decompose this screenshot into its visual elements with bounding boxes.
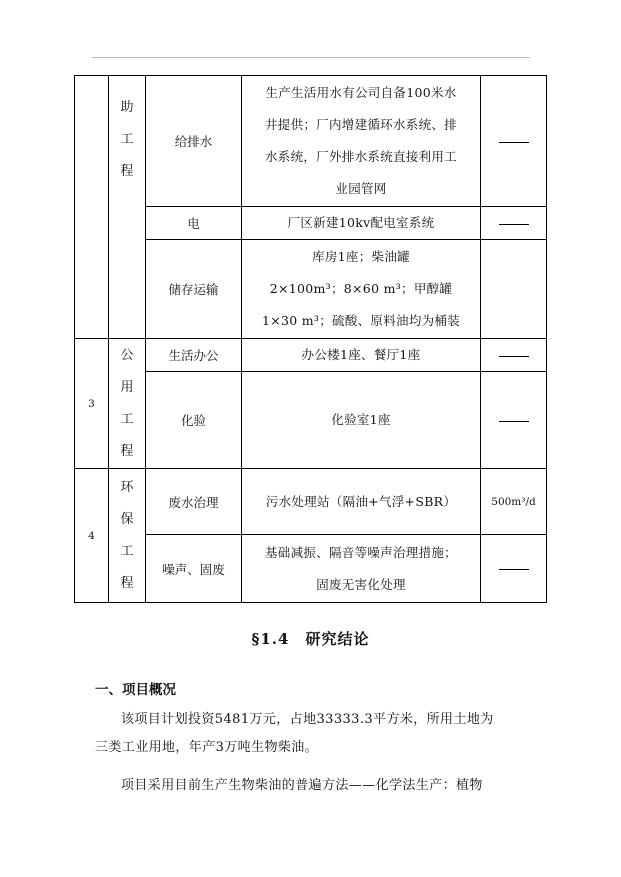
subsection-title: 一、项目概况 — [95, 682, 176, 698]
dash-mark — [499, 224, 529, 225]
description-line: 生产生活用水有公司自备100米水 — [265, 85, 457, 100]
capacity-cell — [481, 240, 547, 339]
category-char: 用 — [120, 379, 134, 395]
item-name-cell: 生活办公 — [146, 339, 242, 372]
category-char: 助 — [120, 100, 134, 115]
description-line: 基础减振、隔音等噪声治理措施； — [264, 544, 457, 560]
row-number-cell: 4 — [75, 469, 109, 603]
description-line: 2×100m³；8×60 m³；甲醇罐 — [269, 281, 453, 296]
table-row — [75, 240, 547, 339]
dash-mark — [499, 421, 529, 422]
category-char: 工 — [120, 132, 134, 147]
item-name-cell: 化验 — [146, 372, 242, 469]
description-line: 库房1座；柴油罐 — [312, 249, 410, 264]
category-char: 程 — [120, 575, 134, 591]
description-cell — [242, 339, 481, 372]
category-cell — [109, 339, 146, 469]
item-name-cell: 给排水 — [146, 76, 242, 207]
paragraph-line: 项目采用目前生产生物柴油的普遍方法——化学法生产：植物 — [121, 778, 483, 793]
capacity-cell — [481, 339, 547, 372]
item-name-cell: 储存运输 — [146, 240, 242, 339]
description-cell — [242, 207, 481, 240]
category-char: 保 — [120, 511, 134, 527]
description-line: 水系统，厂外排水系统直接利用工 — [264, 149, 457, 164]
category-cell — [109, 469, 146, 603]
section-title: §1.4 研究结论 — [251, 630, 370, 648]
capacity-cell — [481, 207, 547, 240]
paragraph-line: 该项目计划投资5481万元，占地33333.3平方米，所用土地为 — [121, 712, 494, 727]
category-char: 工 — [120, 543, 134, 559]
description-line: 井提供；厂内增建循环水系统、排 — [264, 117, 457, 132]
dash-mark — [499, 142, 529, 143]
header-rule — [92, 57, 530, 58]
item-name-cell: 废水治理 — [146, 469, 242, 535]
capacity-cell — [481, 372, 547, 469]
description-line: 办公楼1座、餐厅1座 — [301, 347, 421, 362]
item-name-cell: 噪声、固废 — [146, 535, 242, 603]
table-row — [75, 469, 547, 535]
dash-mark — [499, 356, 529, 357]
category-char: 程 — [120, 443, 134, 459]
category-char: 工 — [120, 411, 134, 427]
description-line: 固废无害化处理 — [316, 576, 406, 592]
description-line: 业园管网 — [335, 181, 387, 196]
capacity-cell — [481, 76, 547, 207]
paragraph — [95, 706, 535, 762]
category-cell — [109, 76, 146, 339]
paragraph — [95, 772, 535, 800]
row-number-cell: 3 — [75, 339, 109, 469]
table-row — [75, 76, 547, 207]
capacity-cell: 500m³/d — [481, 469, 547, 535]
paragraph-line: 三类工业用地，年产3万吨生物柴油。 — [95, 740, 319, 755]
category-char: 公 — [120, 347, 134, 363]
table-row — [75, 535, 547, 603]
row-number-cell — [75, 76, 109, 339]
description-cell — [242, 469, 481, 535]
project-composition-table — [74, 75, 547, 603]
table-row — [75, 207, 547, 240]
capacity-cell — [481, 535, 547, 603]
dash-mark — [499, 569, 529, 570]
category-char: 程 — [120, 164, 134, 179]
description-line: 厂区新建10kv配电室系统 — [287, 215, 435, 230]
description-cell — [242, 240, 481, 339]
item-name-cell: 电 — [146, 207, 242, 240]
description-line: 化验室1座 — [331, 412, 391, 427]
description-cell — [242, 372, 481, 469]
description-cell — [242, 76, 481, 207]
table-row — [75, 339, 547, 372]
description-cell — [242, 535, 481, 603]
description-line: 污水处理站（隔油+气浮+SBR） — [265, 493, 457, 509]
table-row — [75, 372, 547, 469]
category-char: 环 — [120, 479, 134, 495]
description-line: 1×30 m³；硫酸、原料油均为桶装 — [261, 313, 461, 328]
